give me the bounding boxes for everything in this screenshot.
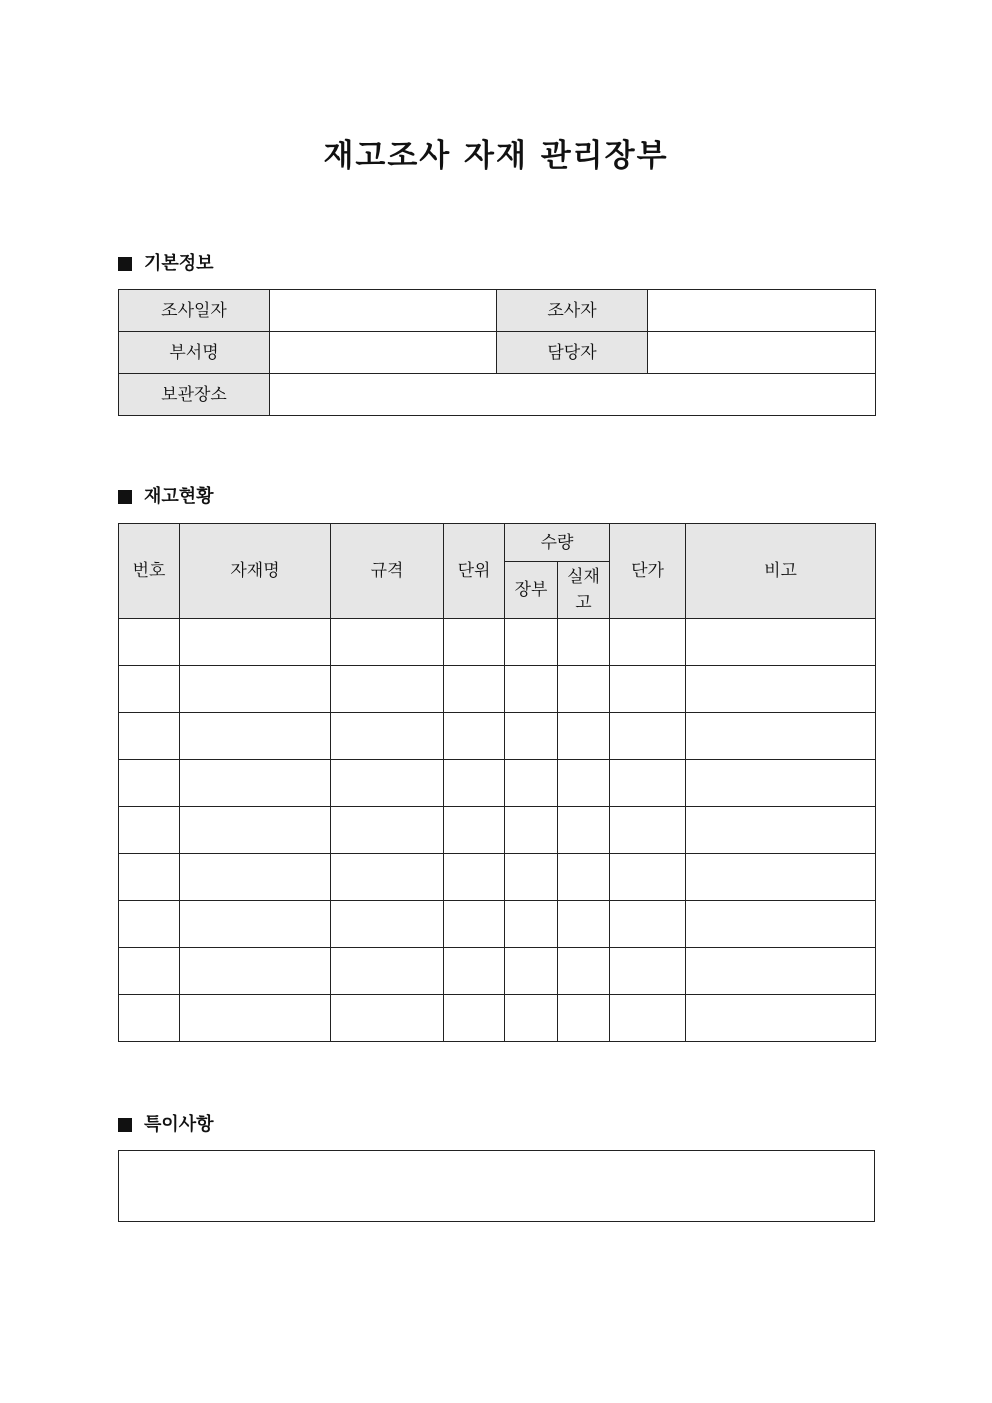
- storage-field[interactable]: [270, 374, 876, 416]
- row-spec-cell[interactable]: [331, 619, 444, 666]
- row-remarks-cell[interactable]: [686, 666, 876, 713]
- row-unit-cell[interactable]: [444, 666, 505, 713]
- storage-label: 보관장소: [119, 374, 270, 416]
- col-number-header: 번호: [119, 524, 180, 619]
- col-unit-header: 단위: [444, 524, 505, 619]
- row-book-quantity-cell[interactable]: [505, 713, 558, 760]
- row-unit-price-cell[interactable]: [610, 995, 686, 1042]
- row-actual-quantity-cell[interactable]: [558, 619, 610, 666]
- row-unit-price-cell[interactable]: [610, 901, 686, 948]
- inventory-body: [119, 619, 876, 1042]
- row-unit-cell[interactable]: [444, 948, 505, 995]
- row-material-name-cell[interactable]: [180, 901, 331, 948]
- row-unit-cell[interactable]: [444, 854, 505, 901]
- inventory-table: [118, 523, 876, 1042]
- row-unit-cell[interactable]: [444, 713, 505, 760]
- col-unit-price-header: 단가: [610, 524, 686, 619]
- survey-date-label: 조사일자: [119, 290, 270, 332]
- row-material-name-cell[interactable]: [180, 807, 331, 854]
- row-remarks-cell[interactable]: [686, 901, 876, 948]
- row-spec-cell[interactable]: [331, 807, 444, 854]
- row-actual-quantity-cell[interactable]: [558, 807, 610, 854]
- row-remarks-cell[interactable]: [686, 995, 876, 1042]
- row-unit-cell[interactable]: [444, 619, 505, 666]
- row-unit-cell[interactable]: [444, 760, 505, 807]
- notes-heading-label: 특이사항: [144, 1114, 214, 1135]
- row-book-quantity-cell[interactable]: [505, 948, 558, 995]
- row-material-name-cell[interactable]: [180, 948, 331, 995]
- row-remarks-cell[interactable]: [686, 807, 876, 854]
- row-spec-cell[interactable]: [331, 948, 444, 995]
- table-row: [119, 760, 876, 807]
- row-actual-quantity-cell[interactable]: [558, 666, 610, 713]
- row-remarks-cell[interactable]: [686, 948, 876, 995]
- row-book-quantity-cell[interactable]: [505, 995, 558, 1042]
- table-row: [119, 901, 876, 948]
- row-number-cell[interactable]: [119, 854, 180, 901]
- table-row: [119, 807, 876, 854]
- row-actual-quantity-cell[interactable]: [558, 760, 610, 807]
- row-remarks-cell[interactable]: [686, 760, 876, 807]
- row-actual-quantity-cell[interactable]: [558, 995, 610, 1042]
- row-unit-price-cell[interactable]: [610, 760, 686, 807]
- surveyor-field[interactable]: [648, 290, 876, 332]
- row-unit-price-cell[interactable]: [610, 948, 686, 995]
- department-label: 부서명: [119, 332, 270, 374]
- table-row: [119, 619, 876, 666]
- square-bullet-icon: [118, 1118, 132, 1132]
- manager-label: 담당자: [497, 332, 648, 374]
- row-material-name-cell[interactable]: [180, 854, 331, 901]
- row-actual-quantity-cell[interactable]: [558, 901, 610, 948]
- row-unit-cell[interactable]: [444, 901, 505, 948]
- table-row: [119, 995, 876, 1042]
- row-spec-cell[interactable]: [331, 713, 444, 760]
- row-number-cell[interactable]: [119, 948, 180, 995]
- notes-field[interactable]: [118, 1150, 875, 1222]
- row-remarks-cell[interactable]: [686, 854, 876, 901]
- row-unit-price-cell[interactable]: [610, 619, 686, 666]
- row-number-cell[interactable]: [119, 807, 180, 854]
- inventory-header-row: [119, 524, 876, 562]
- row-material-name-cell[interactable]: [180, 995, 331, 1042]
- row-book-quantity-cell[interactable]: [505, 854, 558, 901]
- row-book-quantity-cell[interactable]: [505, 901, 558, 948]
- table-row: [119, 948, 876, 995]
- row-unit-cell[interactable]: [444, 995, 505, 1042]
- row-book-quantity-cell[interactable]: [505, 807, 558, 854]
- table-row: [119, 854, 876, 901]
- row-spec-cell[interactable]: [331, 995, 444, 1042]
- row-material-name-cell[interactable]: [180, 619, 331, 666]
- notes-heading: [118, 1112, 214, 1138]
- table-row: [119, 713, 876, 760]
- row-spec-cell[interactable]: [331, 666, 444, 713]
- row-spec-cell[interactable]: [331, 901, 444, 948]
- inventory-heading-label: 재고현황: [144, 486, 214, 507]
- row-unit-price-cell[interactable]: [610, 713, 686, 760]
- row-unit-price-cell[interactable]: [610, 854, 686, 901]
- row-spec-cell[interactable]: [331, 760, 444, 807]
- row-number-cell[interactable]: [119, 666, 180, 713]
- row-unit-cell[interactable]: [444, 807, 505, 854]
- col-book-quantity-header: 장부: [505, 562, 558, 619]
- row-material-name-cell[interactable]: [180, 666, 331, 713]
- col-actual-quantity-header: 실재고: [558, 562, 610, 619]
- row-unit-price-cell[interactable]: [610, 666, 686, 713]
- manager-field[interactable]: [648, 332, 876, 374]
- table-row: [119, 666, 876, 713]
- row-unit-price-cell[interactable]: [610, 807, 686, 854]
- page-title: 재고조사 자재 관리장부: [323, 138, 669, 174]
- row-number-cell[interactable]: [119, 901, 180, 948]
- row-number-cell[interactable]: [119, 760, 180, 807]
- row-actual-quantity-cell[interactable]: [558, 713, 610, 760]
- inventory-heading: [118, 484, 214, 510]
- row-number-cell[interactable]: [119, 995, 180, 1042]
- row-remarks-cell[interactable]: [686, 619, 876, 666]
- col-quantity-header: 수량: [505, 524, 610, 562]
- square-bullet-icon: [118, 490, 132, 504]
- info-row-survey: [119, 290, 876, 332]
- department-field[interactable]: [270, 332, 497, 374]
- row-actual-quantity-cell[interactable]: [558, 948, 610, 995]
- row-remarks-cell[interactable]: [686, 713, 876, 760]
- row-book-quantity-cell[interactable]: [505, 666, 558, 713]
- row-number-cell[interactable]: [119, 713, 180, 760]
- square-bullet-icon: [118, 257, 132, 271]
- row-material-name-cell[interactable]: [180, 760, 331, 807]
- row-book-quantity-cell[interactable]: [505, 760, 558, 807]
- info-row-storage: [119, 374, 876, 416]
- col-material-name-header: 자재명: [180, 524, 331, 619]
- survey-date-field[interactable]: [270, 290, 497, 332]
- row-actual-quantity-cell[interactable]: [558, 854, 610, 901]
- basic-info-heading: [118, 251, 214, 277]
- row-spec-cell[interactable]: [331, 854, 444, 901]
- info-row-department: [119, 332, 876, 374]
- row-material-name-cell[interactable]: [180, 713, 331, 760]
- col-spec-header: 규격: [331, 524, 444, 619]
- surveyor-label: 조사자: [497, 290, 648, 332]
- col-remarks-header: 비고: [686, 524, 876, 619]
- row-number-cell[interactable]: [119, 619, 180, 666]
- row-book-quantity-cell[interactable]: [505, 619, 558, 666]
- basic-info-table: [118, 289, 876, 416]
- basic-info-heading-label: 기본정보: [144, 253, 214, 274]
